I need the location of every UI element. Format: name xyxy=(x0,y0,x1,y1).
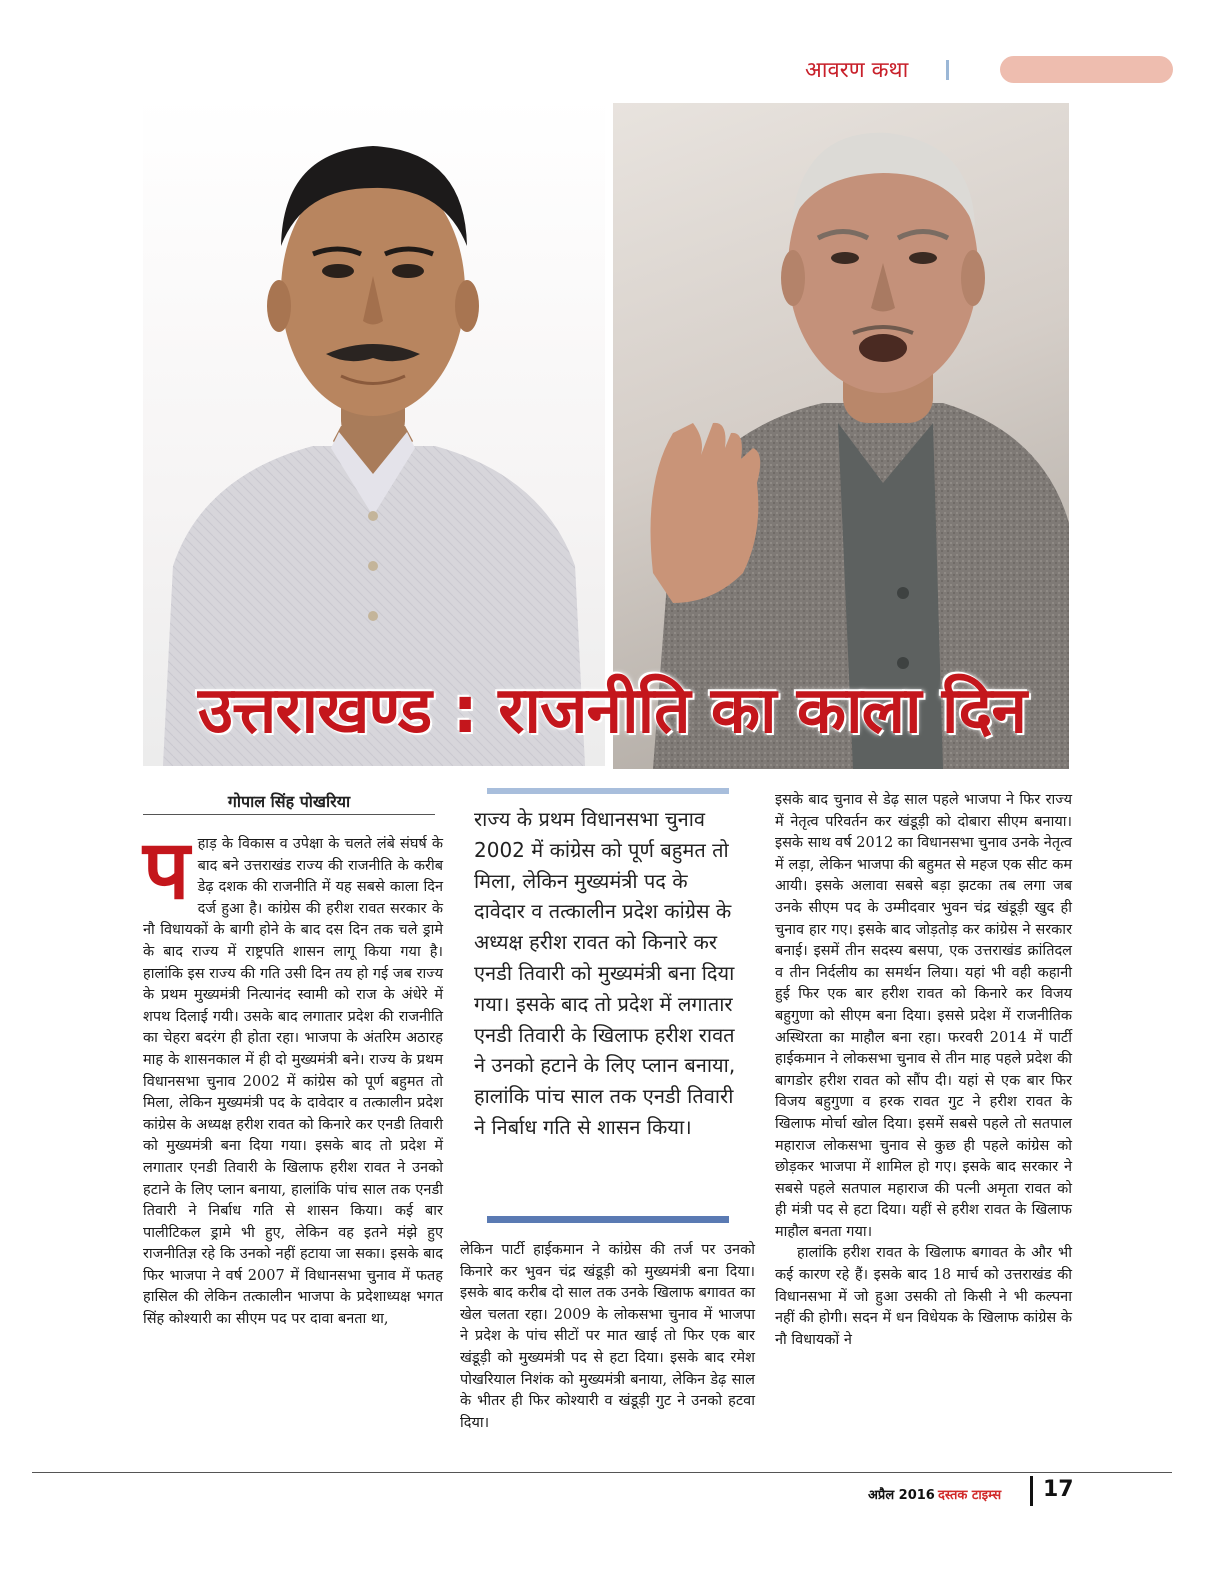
pull-quote-bottom-rule xyxy=(487,1216,729,1223)
pull-quote-top-rule xyxy=(487,788,729,794)
header-divider xyxy=(946,60,949,80)
column-1-text: हाड़ के विकास व उपेक्षा के चलते लंबे संघर्ष के बाद बने उत्तराखंड राज्य की राजनीति के करीब डेढ़ दशक की राजनीति में यह सबसे काला दिन दर्ज हुआ है। कांग्रेस की हरीश रावत सरकार के नौ विधायकों के बागी होने के बाद दस दिन तक चले ड्रामे के बाद राज्य में राष्ट्रपति शासन लागू किया गया है। हालांकि इस राज्य की गति उसी दिन तय हो गई जब राज्य के प्रथम मुख्यमंत्री नित्यानंद स्वामी को राज के अंधेरे में शपथ दिलाई गयी। उसके बाद लगातार प्रदेश की राजनीति का चेहरा बदरंग ही होता रहा। भाजपा के अंतरिम अठारह माह के शासनकाल में ही दो मुख्यमंत्री बने। राज्य के प्रथम विधानसभा चुनाव 2002 में कांग्रेस को पूर्ण बहुमत तो मिला, लेकिन मुख्यमंत्री पद के दावेदार व तत्कालीन प्रदेश कांग्रेस के अध्यक्ष हरीश रावत को किनारे कर एनडी तिवारी को मुख्यमंत्री बना दिया गया। इसके बाद तो प्रदेश में लगातार एनडी तिवारी के खिलाफ हरीश रावत ने उनको हटाने के लिए प्लान बनाया, हालांकि पांच साल तक एनडी तिवारी ने निर्बाध गति से शासन किया। कई बार पालीटिकल ड्रामे भी हुए, लेकिन वह इतने मंझे हुए राजनीतिज्ञ रहे कि उनको नहीं हटाया जा सका। इसके बाद फिर भाजपा ने वर्ष 2007 में विधानसभा चुनाव में फतह हासिल की लेकिन तत्कालीन भाजपा के प्रदेशाध्यक्ष भगत सिंह कोश्यारी का सीएम पद पर दावा बनता था, xyxy=(143,836,443,1328)
header-decoration xyxy=(1000,56,1173,83)
drop-cap: प xyxy=(143,823,190,918)
issue-date: अप्रैल 2016 xyxy=(868,1488,935,1503)
magazine-brand: दस्तक टाइम्स xyxy=(938,1488,1002,1503)
column-3-para-1: इसके बाद चुनाव से डेढ़ साल पहले भाजपा ने फिर राज्य में नेतृत्व परिवर्तन कर खंडूड़ी को दोबारा सीएम बनाया। इसके साथ वर्ष 2012 का विधानसभा चुनाव उनके नेतृत्व में लड़ा, लेकिन भाजपा की बहुमत से महज एक सीट कम आयी। इसके अलावा सबसे बड़ा झटका तब लगा जब उनके सीएम पद के उम्मीदवार भुवन चंद्र खंडूड़ी खुद ही चुनाव हार गए। इसके बाद जोड़तोड़ कर कांग्रेस ने सरकार बनाई। इसमें तीन सदस्य बसपा, एक उत्तराखंड क्रांतिदल व तीन निर्दलीय का समर्थन लिया। यहां भी वही कहानी हुई फिर एक बार हरीश रावत को किनारे कर विजय बहुगुणा को सीएम बना दिया। इससे प्रदेश में राजनीतिक अस्थिरता का माहौल बना रहा। फरवरी 2014 में पार्टी हाईकमान ने लोकसभा चुनाव से तीन माह पहले प्रदेश की बागडोर हरीश रावत को सौंप दी। यहां से एक बार फिर विजय बहुगुणा व हरक रावत गुट ने हरीश रावत के खिलाफ मोर्चा खोल दिया। इसमें सबसे पहले तो सतपाल महाराज लोकसभा चुनाव से कुछ ही पहले कांग्रेस को छोड़कर भाजपा में शामिल हो गए। इसके बाद सरकार ने सबसे पहले सतपाल महाराज की पत्नी अमृता रावत को ही मंत्री पद से हटा दिया। यहीं से हरीश रावत के खिलाफ माहौल बनता गया। xyxy=(775,792,1072,1240)
pull-quote: राज्य के प्रथम विधानसभा चुनाव 2002 में कांग्रेस को पूर्ण बहुमत तो मिला, लेकिन मुख्यमंत्री पद के दावेदार व तत्कालीन प्रदेश कांग्रेस के अध्यक्ष हरीश रावत को किनारे कर एनडी तिवारी को मुख्यमंत्री बना दिया गया। इसके बाद तो प्रदेश में लगातार एनडी तिवारी के खिलाफ हरीश रावत ने उनको हटाने के लिए प्लान बनाया, हालांकि पांच साल तक एनडी तिवारी ने निर्बाध गति से शासन किया। xyxy=(474,807,736,1139)
article-headline: उत्तराखण्ड : राजनीति का काला दिन xyxy=(198,674,1026,748)
section-label: आवरण कथा xyxy=(805,58,909,83)
column-3-para-2: हालांकि हरीश रावत के खिलाफ बगावत के और भी कई कारण रहे हैं। इसके बाद 18 मार्च को उत्तराखंड की विधानसभा में जो हुआ उसकी तो किसी ने भी कल्पना नहीं की होगी। सदन में धन विधेयक के खिलाफ कांग्रेस के नौ विधायकों ने xyxy=(775,1245,1072,1348)
footer-rule xyxy=(32,1472,1172,1473)
article-column-1 xyxy=(143,823,443,1331)
article-byline: गोपाल सिंह पोखरिया xyxy=(227,792,351,811)
footer-divider xyxy=(1030,1476,1033,1506)
byline-rule xyxy=(143,814,435,815)
column-2-text: लेकिन पार्टी हाईकमान ने कांग्रेस की तर्ज पर उनको किनारे कर भुवन चंद्र खंडूड़ी को मुख्यमंत्री बना दिया। इसके बाद करीब दो साल तक उनके खिलाफ बगावत का खेल चलता रहा। 2009 के लोकसभा चुनाव में भाजपा ने प्रदेश के पांच सीटों पर मात खाई तो फिर एक बार खंडूड़ी को मुख्यमंत्री पद से हटा दिया। इसके बाद रमेश पोखरियाल निशंक को मुख्यमंत्री बनाया, लेकिन डेढ़ साल के भीतर ही फिर कोश्यारी व खंडूड़ी गुट ने उनको हटवा दिया। xyxy=(460,1242,755,1431)
article-column-2 xyxy=(460,1240,755,1434)
article-column-3 xyxy=(775,790,1072,1351)
page-number: 17 xyxy=(1043,1477,1074,1502)
